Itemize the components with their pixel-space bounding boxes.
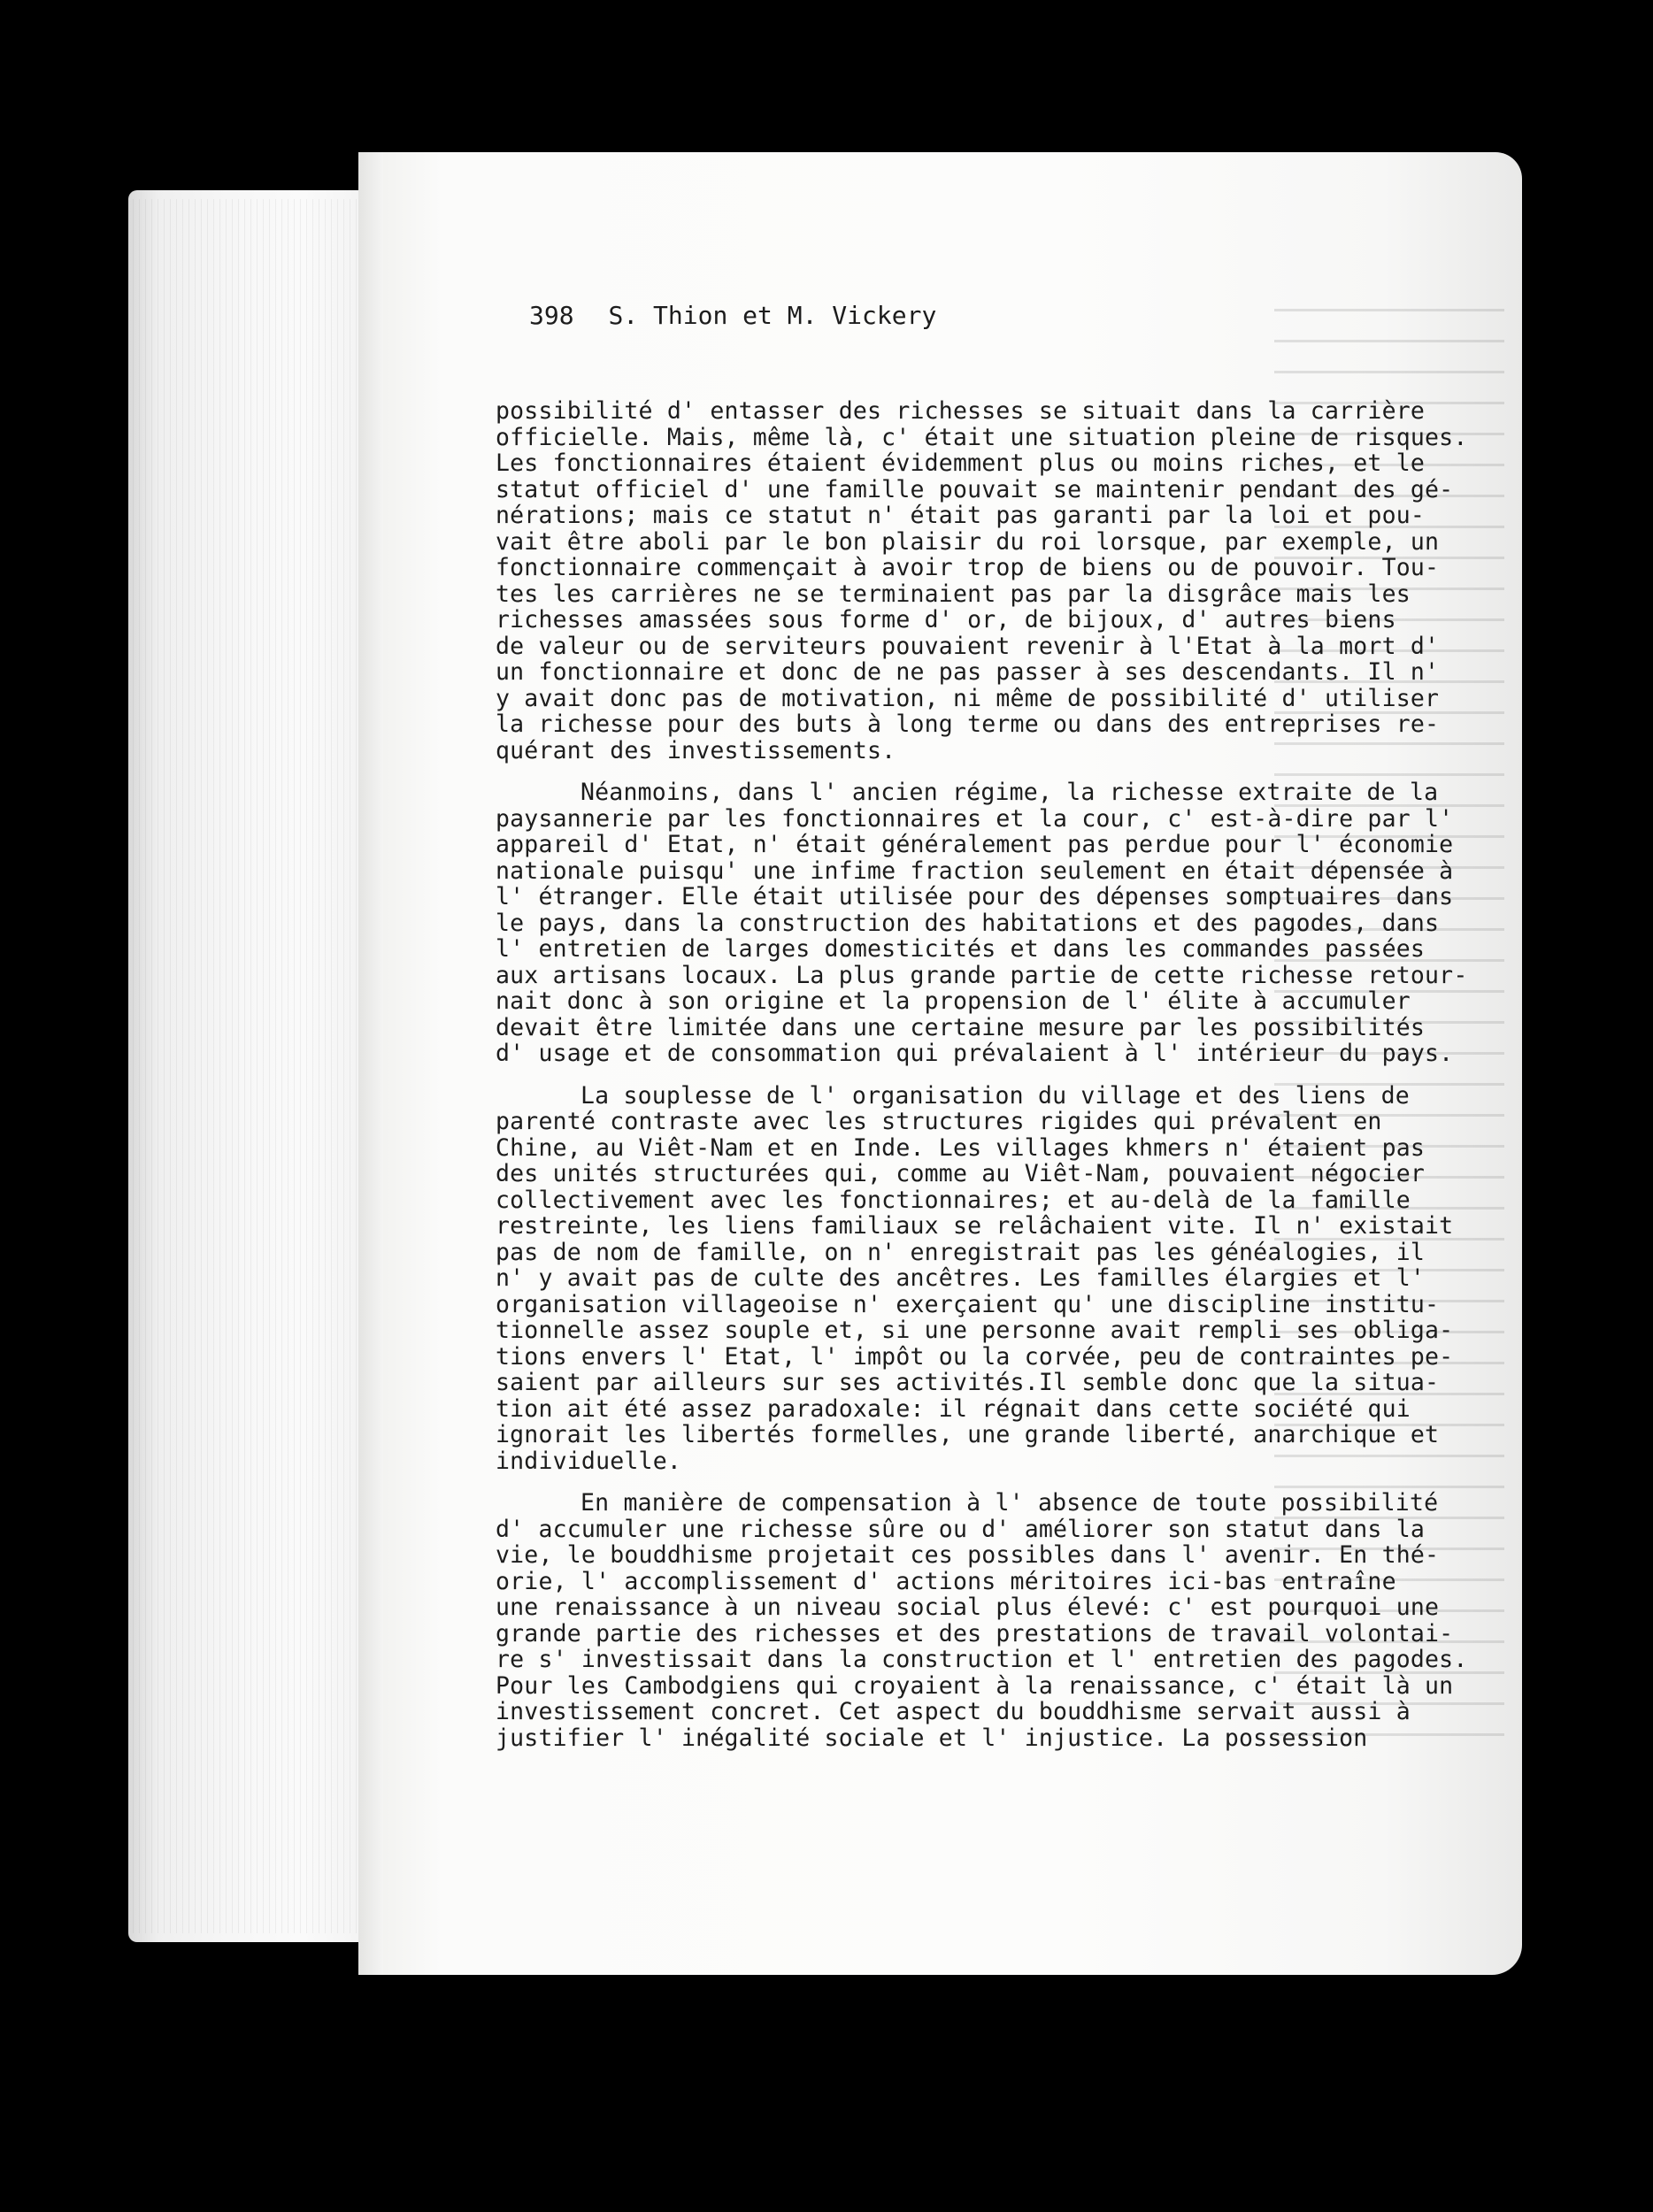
text-line: nérations; mais ce statut n' était pas garanti par la loi et pou- — [496, 502, 1426, 529]
text-line: La souplesse de l' organisation du village et des liens de — [580, 1081, 1410, 1110]
running-head-authors: S. Thion et M. Vickery — [608, 301, 937, 330]
page-gutter — [358, 152, 383, 1975]
text-line: nationale puisqu' une infime fraction seulement en était dépensée à — [496, 856, 1454, 885]
text-line: officielle. Mais, même là, c' était une situation pleine de risques. — [496, 423, 1468, 451]
text-line: la richesse pour des buts à long terme ou dans des entreprises re- — [496, 710, 1440, 738]
text-line: d' usage et de consommation qui prévalaient à l' intérieur du pays. — [496, 1040, 1454, 1067]
text-line: collectivement avec les fonctionnaires; et au-delà de la famille — [496, 1186, 1411, 1214]
text-line: vait être aboli par le bon plaisir du roi lorsque, par exemple, un — [496, 527, 1440, 556]
text-line: paysannerie par les fonctionnaires et la cour, c' est-à-dire par l' — [496, 804, 1454, 833]
text-line: fonctionnaire commençait à avoir trop de biens ou de pouvoir. Tou- — [496, 554, 1440, 581]
text-line: richesses amassées sous forme d' or, de bijoux, d' autres biens — [496, 606, 1396, 634]
text-line: quérant des investissements. — [496, 736, 896, 764]
paragraph — [496, 1490, 1469, 1751]
text-line: le pays, dans la construction des habitations et des pagodes, dans — [496, 909, 1440, 937]
text-line: possibilité d' entasser des richesses se situait dans la carrière — [496, 398, 1426, 425]
text-line: tions envers l' Etat, l' impôt ou la corvée, peu de contraintes pe- — [496, 1342, 1454, 1371]
paragraph — [496, 1083, 1469, 1475]
text-line: des unités structurées qui, comme au Viêt-Nam, pouvaient négocier — [496, 1160, 1426, 1187]
text-line: appareil d' Etat, n' était généralement pas perdue pour l' économie — [496, 831, 1454, 858]
text-line: organisation villageoise n' exerçaient qu' une discipline institu- — [496, 1290, 1440, 1318]
page-number: 398 — [529, 301, 574, 330]
text-line: l' entretien de larges domesticités et dans les commandes passées — [496, 935, 1426, 963]
text-line: saient par ailleurs sur ses activités.Il semble donc que la situa- — [496, 1369, 1440, 1396]
text-line: orie, l' accomplissement d' actions méritoires ici-bas entraîne — [496, 1567, 1396, 1595]
text-line: re s' investissait dans la construction et l' entretien des pagodes. — [496, 1646, 1468, 1673]
body-text — [496, 398, 1469, 1893]
text-line: un fonctionnaire et donc de ne pas passer à ses descendants. Il n' — [496, 658, 1440, 686]
running-head — [529, 298, 1149, 334]
text-line: tes les carrières ne se terminaient pas par la disgrâce mais les — [496, 580, 1411, 608]
text-line: n' y avait pas de culte des ancêtres. Les familles élargies et l' — [496, 1264, 1426, 1292]
text-line: justifier l' inégalité sociale et l' injustice. La possession — [496, 1724, 1368, 1752]
text-line: investissement concret. Cet aspect du bouddhisme servait aussi à — [496, 1698, 1411, 1725]
text-line: Pour les Cambodgiens qui croyaient à la renaissance, c' était là un — [496, 1671, 1454, 1700]
text-line: Les fonctionnaires étaient évidemment plus ou moins riches, et le — [496, 449, 1426, 477]
text-line: d' accumuler une richesse sûre ou d' améliorer son statut dans la — [496, 1515, 1426, 1543]
page-edge-lines — [133, 199, 372, 1933]
text-line: ignorait les libertés formelles, une grande liberté, anarchique et — [496, 1421, 1440, 1448]
paragraph — [496, 398, 1469, 764]
text-line: grande partie des richesses et des prestations de travail volontai- — [496, 1619, 1454, 1647]
text-line: Chine, au Viêt-Nam et en Inde. Les villages khmers n' étaient pas — [496, 1133, 1426, 1162]
text-line: tion ait été assez paradoxale: il régnait dans cette société qui — [496, 1394, 1411, 1423]
text-line: individuelle. — [496, 1447, 682, 1475]
text-line: une renaissance à un niveau social plus élevé: c' est pourquoi une — [496, 1594, 1440, 1621]
text-line: restreinte, les liens familiaux se relâchaient vite. Il n' existait — [496, 1212, 1454, 1240]
text-line: nait donc à son origine et la propension de l' élite à accumuler — [496, 987, 1411, 1015]
text-line: tionnelle assez souple et, si une personne avait rempli ses obliga- — [496, 1317, 1454, 1344]
text-line: l' étranger. Elle était utilisée pour des dépenses somptuaires dans — [496, 883, 1454, 910]
text-line: aux artisans locaux. La plus grande partie de cette richesse retour- — [496, 961, 1468, 989]
text-line: devait être limitée dans une certaine mesure par les possibilités — [496, 1013, 1426, 1041]
text-line: En manière de compensation à l' absence de toute possibilité — [580, 1489, 1439, 1517]
text-line: statut officiel d' une famille pouvait se maintenir pendant des gé- — [496, 475, 1454, 503]
text-line: y avait donc pas de motivation, ni même de possibilité d' utiliser — [496, 684, 1440, 712]
text-line: de valeur ou de serviteurs pouvaient revenir à l'Etat à la mort d' — [496, 632, 1440, 660]
text-line: vie, le bouddhisme projetait ces possibles dans l' avenir. En thé- — [496, 1541, 1440, 1569]
text-line: pas de nom de famille, on n' enregistrait pas les généalogies, il — [496, 1238, 1426, 1266]
text-line: parenté contraste avec les structures rigides qui prévalent en — [496, 1108, 1382, 1135]
paragraph — [496, 780, 1469, 1067]
text-line: Néanmoins, dans l' ancien régime, la richesse extraite de la — [580, 779, 1439, 806]
